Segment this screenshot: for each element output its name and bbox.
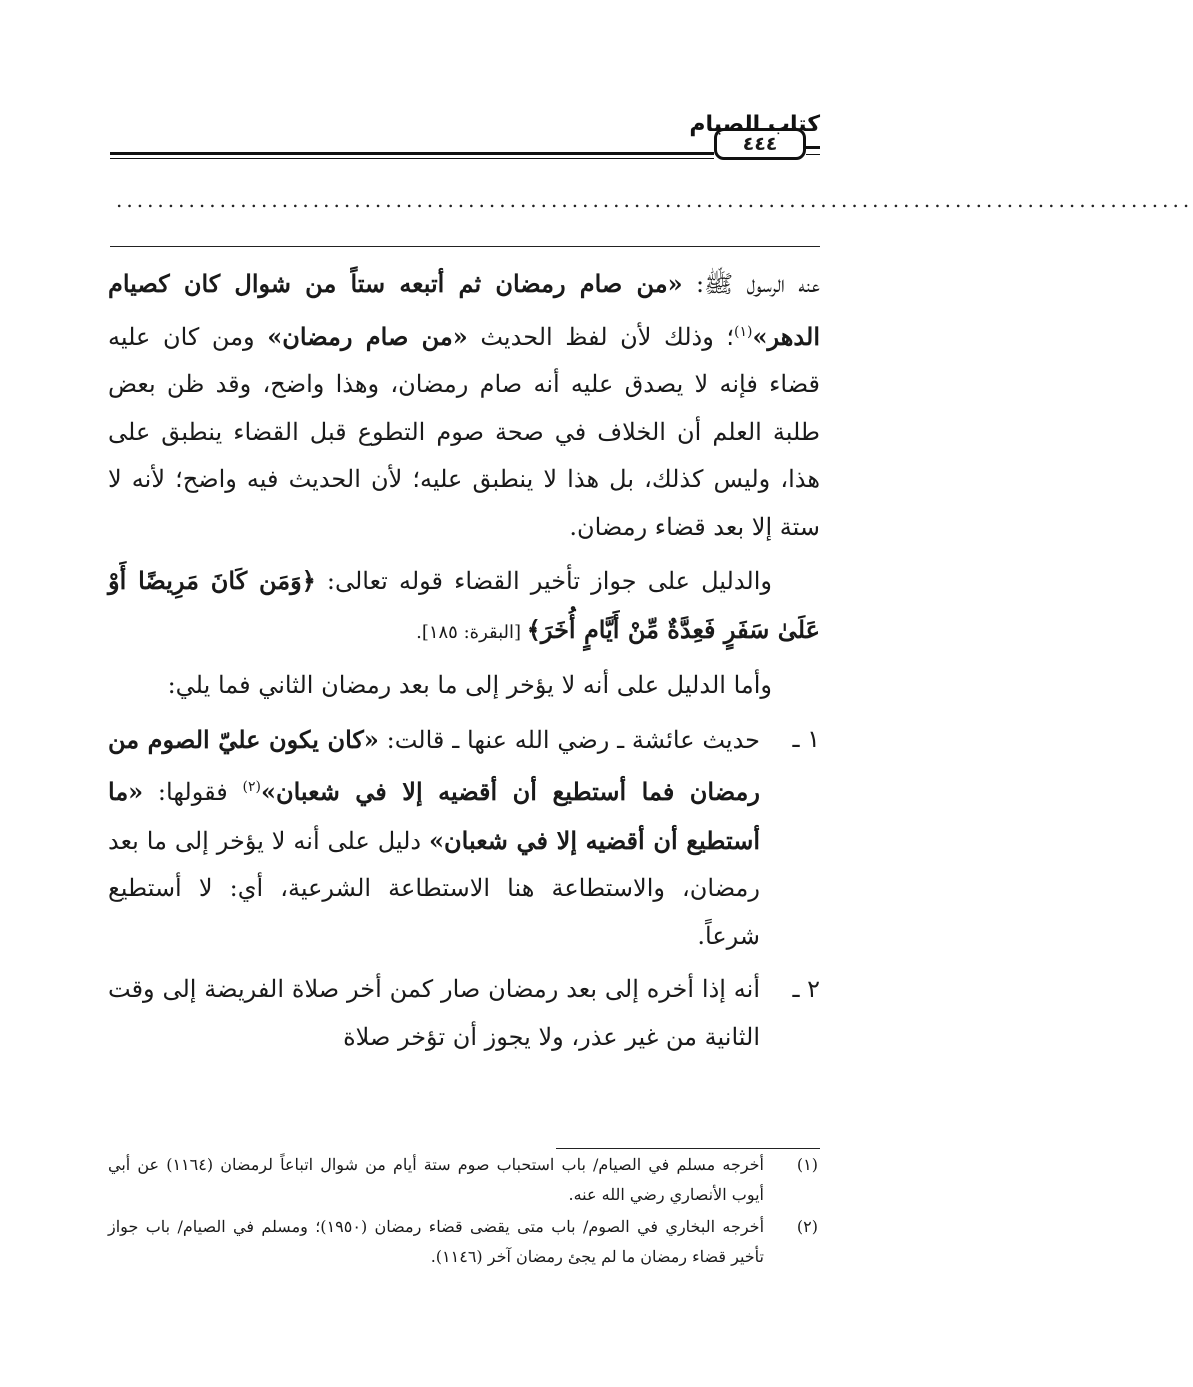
paragraph-2: والدليل على جواز تأخير القضاء قوله تعالى: ﴿وَمَن كَانَ مَرِيضًا أَوْ عَلَىٰ سَفَرٍ فَعِدَّةٌ مِّنْ أَيَّامٍ أُخَرَ﴾ [البقرة: ١٨٥].	[108, 566, 820, 644]
verse-reference: [البقرة: ١٨٥].	[416, 621, 527, 643]
quran-verse: ﴿وَمَن كَانَ مَرِيضًا أَوْ عَلَىٰ سَفَرٍ فَعِدَّةٌ مِّنْ أَيَّامٍ أُخَرَ﴾	[108, 566, 820, 644]
hadith-quote: «من صام رمضان ثم أتبعه ستاً من شوال كان كصيام الدهر»	[108, 269, 820, 351]
header-rule-thin	[110, 158, 714, 159]
footnote	[108, 1150, 820, 1210]
header-rule-right	[806, 146, 820, 149]
footnote-ref-1[interactable]: (١)	[734, 323, 753, 340]
footnote-number: (١)	[796, 1155, 818, 1174]
list-item: ٢ ـ أنه إذا أخره إلى بعد رمضان صار كمن أخر صلاة الفريضة إلى وقت الثانية من غير عذر، ولا يجوز أن تؤخر صلاة	[108, 966, 820, 1061]
list-item: ١ ـ حديث عائشة ـ رضي الله عنها ـ قالت: «كان يكون عليّ الصوم من رمضان فما أستطيع أن أقضيه إلا في شعبان»$^{(٢)}$ فقولها: «ما أستطيع أن أقضيه إلا في شعبان» دليل على أنه لا يؤخر إلى ما بعد رمضان، والاستطاعة هنا الاستطاعة الشرعية، أي: لا أستطيع شرعاً.	[108, 716, 820, 961]
paragraph-1: عنه الرسول ﷺ: «من صام رمضان ثم أتبعه ستاً من شوال كان كصيام الدهر»$^{(١)}$؛ وذلك لأن لفظ الحديث «من صام رمضان» ومن كان عليه قضاء فإنه لا يصدق عليه أنه صام رمضان، وهذا واضح، وقد ظن بعض طلبة العلم أن الخلاف في صحة صوم التطوع قبل القضاء ينطبق على هذا، وليس كذلك، بل هذا لا ينطبق عليه؛ لأن الحديث فيه واضح؛ لأنه لا ستة إلا بعد قضاء رمضان.	[108, 269, 820, 541]
footnote-divider	[556, 1148, 820, 1149]
dotted-separator: ........................................................................................................	[116, 188, 1193, 212]
hadith-phrase: «ما أستطيع أن أقضيه إلا في شعبان»	[108, 777, 760, 855]
footnote	[108, 1212, 820, 1272]
footnotes	[108, 1150, 820, 1274]
page-number: ٤٤٤	[714, 128, 806, 160]
footnote-ref-2[interactable]: (٢)	[242, 779, 261, 795]
item-number: ١ ـ	[792, 724, 820, 753]
paragraph-3: وأما الدليل على أنه لا يؤخر إلى ما بعد رمضان الثاني فما يلي:	[167, 671, 772, 699]
book-title: كتاب الصيام	[689, 112, 820, 137]
footnote-text: أخرجه مسلم في الصيام/ باب استحباب صوم ستة أيام من شوال اتباعاً لرمضان (١١٦٤) عن أبي أيوب الأنصاري رضي الله عنه.	[108, 1155, 764, 1204]
page-header	[110, 108, 820, 168]
main-text	[108, 260, 820, 1061]
section-divider	[110, 246, 820, 247]
item-number: ٢ ـ	[792, 975, 820, 1003]
footnote-number: (٢)	[796, 1217, 818, 1236]
header-rule-right-thin	[806, 154, 820, 155]
footnote-text: أخرجه البخاري في الصوم/ باب متى يقضى قضاء رمضان (١٩٥٠)؛ ومسلم في الصيام/ باب جواز تأخير قضاء رمضان ما لم يجئ رمضان آخر (١١٤٦).	[108, 1217, 765, 1266]
hadith-quote: «كان يكون عليّ الصوم من رمضان فما أستطيع أن أقضيه إلا في شعبان»	[108, 724, 760, 806]
hadith-phrase: «من صام رمضان»	[267, 321, 468, 351]
header-rule	[110, 152, 714, 155]
